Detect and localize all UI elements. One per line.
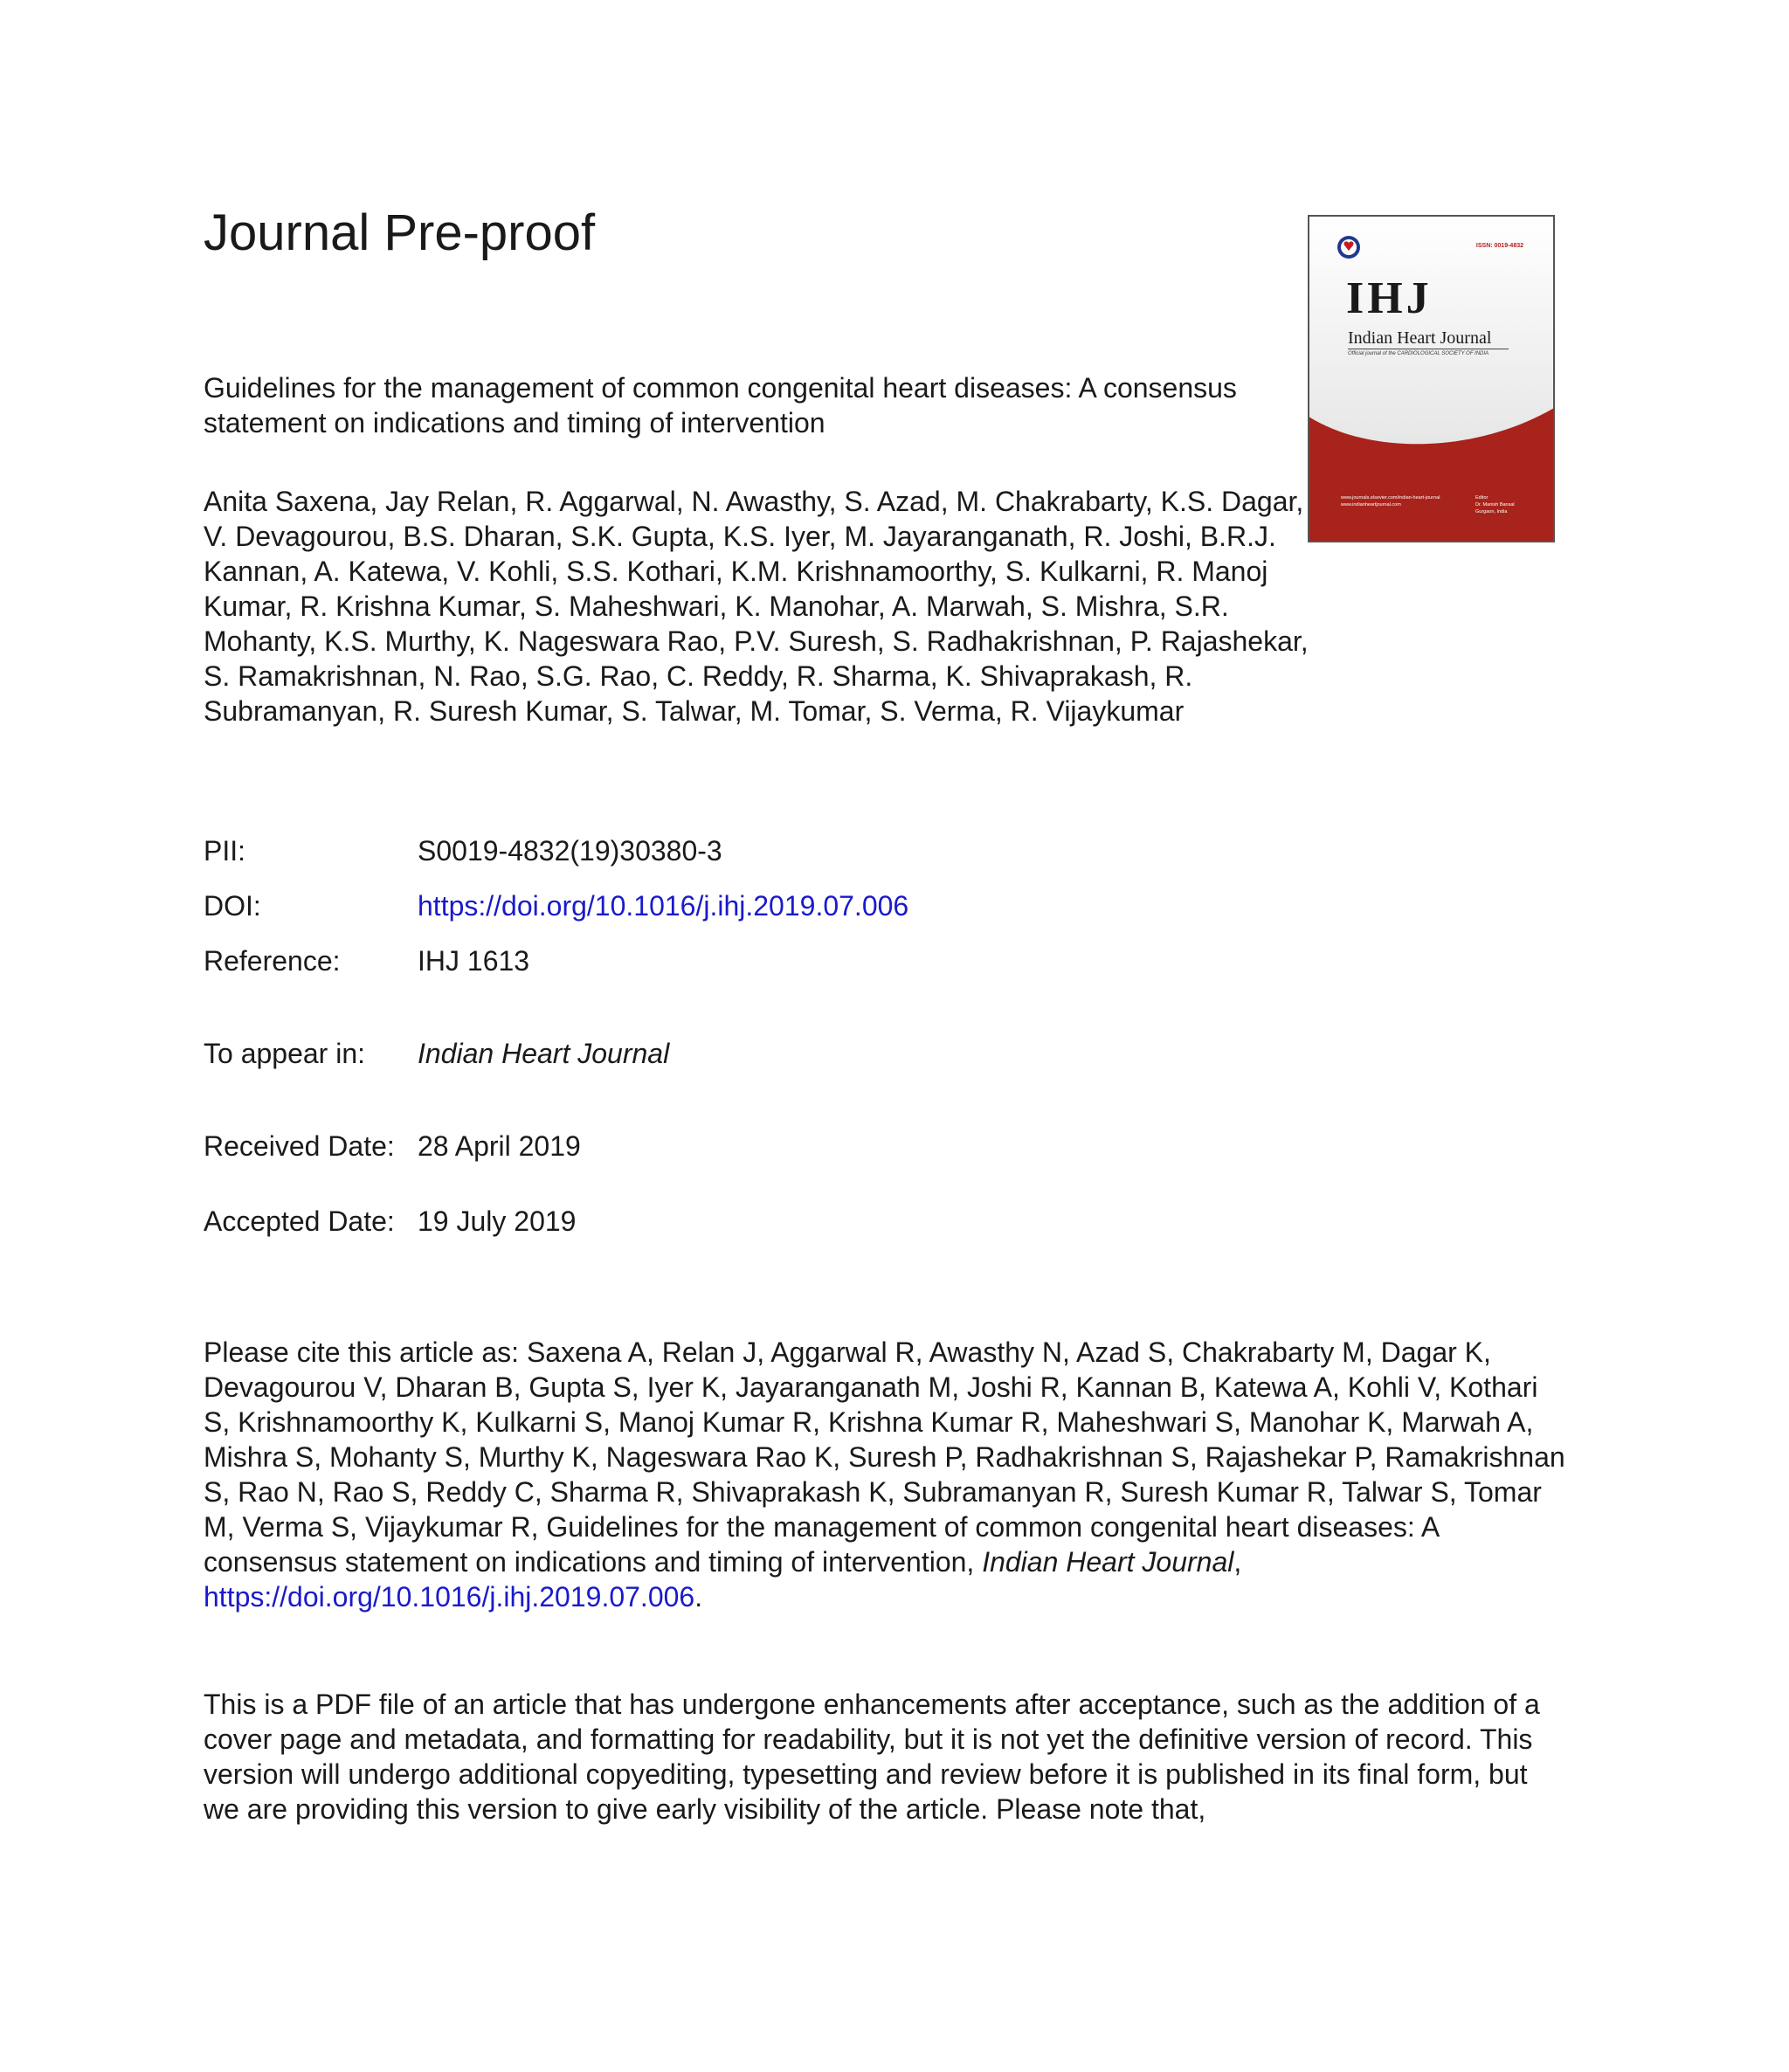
cover-urls: www.journals.elsevier.com/indian-heart-journal www.indianheartjournal.com xyxy=(1341,495,1440,508)
cover-issn: ISSN: 0019-4832 xyxy=(1475,243,1523,249)
pii-label: PII: xyxy=(204,835,246,867)
received-date-label: Received Date: xyxy=(204,1130,395,1162)
reference-label: Reference: xyxy=(204,945,341,977)
citation-comma: , xyxy=(1233,1546,1242,1578)
journal-cover-thumbnail xyxy=(1308,215,1555,542)
received-date-value: 28 April 2019 xyxy=(418,1130,581,1162)
cover-official-line: Official journal of the CARDIOLOGICAL SOCIETY OF INDIA xyxy=(1348,351,1489,356)
accepted-date-value: 19 July 2019 xyxy=(418,1205,577,1237)
doi-label: DOI: xyxy=(204,890,261,922)
reference-value: IHJ 1613 xyxy=(418,945,530,977)
accepted-date-label: Accepted Date: xyxy=(204,1205,395,1237)
appear-in-value: Indian Heart Journal xyxy=(418,1038,670,1069)
cover-abbrev: IHJ xyxy=(1346,273,1433,323)
citation-journal: Indian Heart Journal xyxy=(982,1546,1234,1578)
author-list: Anita Saxena, Jay Relan, R. Aggarwal, N. Awasthy, S. Azad, M. Chakrabarty, K.S. Dagar, V. Devagourou, B.S. Dharan, S.K. Gupta, K.S. Iyer, M. Jayaranganath, R. Joshi, B.R.J. Kannan, A. Katewa, V. Kohli, S.S. Kothari, K.M. Krishnamoorthy, S. Kulkarni, R. Manoj Kumar, R. Krishna Kumar, S. Maheshwari, K. Manohar, A. Marwah, S. Mishra, S.R. Mohanty, K.S. Murthy, K. Nageswara Rao, P.V. Suresh, S. Radhakrishnan, P. Rajashekar, S. Ramakrishnan, N. Rao, S.G. Rao, C. Reddy, R. Sharma, K. Shivaprakash, R. Subramanyan, R. Suresh Kumar, S. Talwar, M. Tomar, S. Verma, R. Vijaykumar xyxy=(204,486,1309,727)
cover-red-wave xyxy=(1309,217,1553,541)
citation-paragraph xyxy=(204,1335,1566,1614)
citation-doi-link[interactable]: https://doi.org/10.1016/j.ihj.2019.07.006 xyxy=(204,1581,695,1613)
cover-editor: Editor Dr. Manish Bansal Gurgaon, India xyxy=(1475,495,1515,515)
cover-journal-name: Indian Heart Journal xyxy=(1348,328,1492,348)
journal-pre-proof-heading: Journal Pre-proof xyxy=(204,204,596,261)
citation-period: . xyxy=(694,1581,703,1613)
citation-text: Please cite this article as: Saxena A, Relan J, Aggarwal R, Awasthy N, Azad S, Chakrabarty M, Dagar K, Devagourou V, Dharan B, Gupta S, Iyer K, Jayaranganath M, Joshi R, Kannan B, Katewa A, Kohli V, Kothari S, Krishnamoorthy K, Kulkarni S, Manoj Kumar R, Krishna Kumar R, Maheshwari S, Manohar K, Marwah A, Mishra S, Mohanty S, Murthy K, Nageswara Rao K, Suresh P, Radhakrishnan S, Rajashekar P, Ramakrishnan S, Rao N, Rao S, Reddy C, Sharma R, Shivaprakash K, Subramanyan R, Suresh Kumar R, Talwar S, Tomar M, Verma S, Vijaykumar R, Guidelines for the management of common congenital heart diseases: A consensus statement on indications and timing of intervention, xyxy=(204,1336,1565,1578)
preproof-notice: This is a PDF file of an article that has undergone enhancements after acceptance, such as the addition of a cover page and metadata, and formatting for readability, but it is not yet the definitive version of record. This version will undergo additional copyediting, typesetting and review before it is published in its final form, but we are providing this version to give early visibility of the article. Please note that, xyxy=(204,1689,1540,1825)
pii-value: S0019-4832(19)30380-3 xyxy=(418,835,722,867)
appear-in-label: To appear in: xyxy=(204,1038,366,1069)
article-title: Guidelines for the management of common congenital heart diseases: A consensus statement on indications and timing of intervention xyxy=(204,372,1237,439)
doi-link[interactable]: https://doi.org/10.1016/j.ihj.2019.07.006 xyxy=(418,890,909,922)
society-logo-icon xyxy=(1336,234,1362,260)
